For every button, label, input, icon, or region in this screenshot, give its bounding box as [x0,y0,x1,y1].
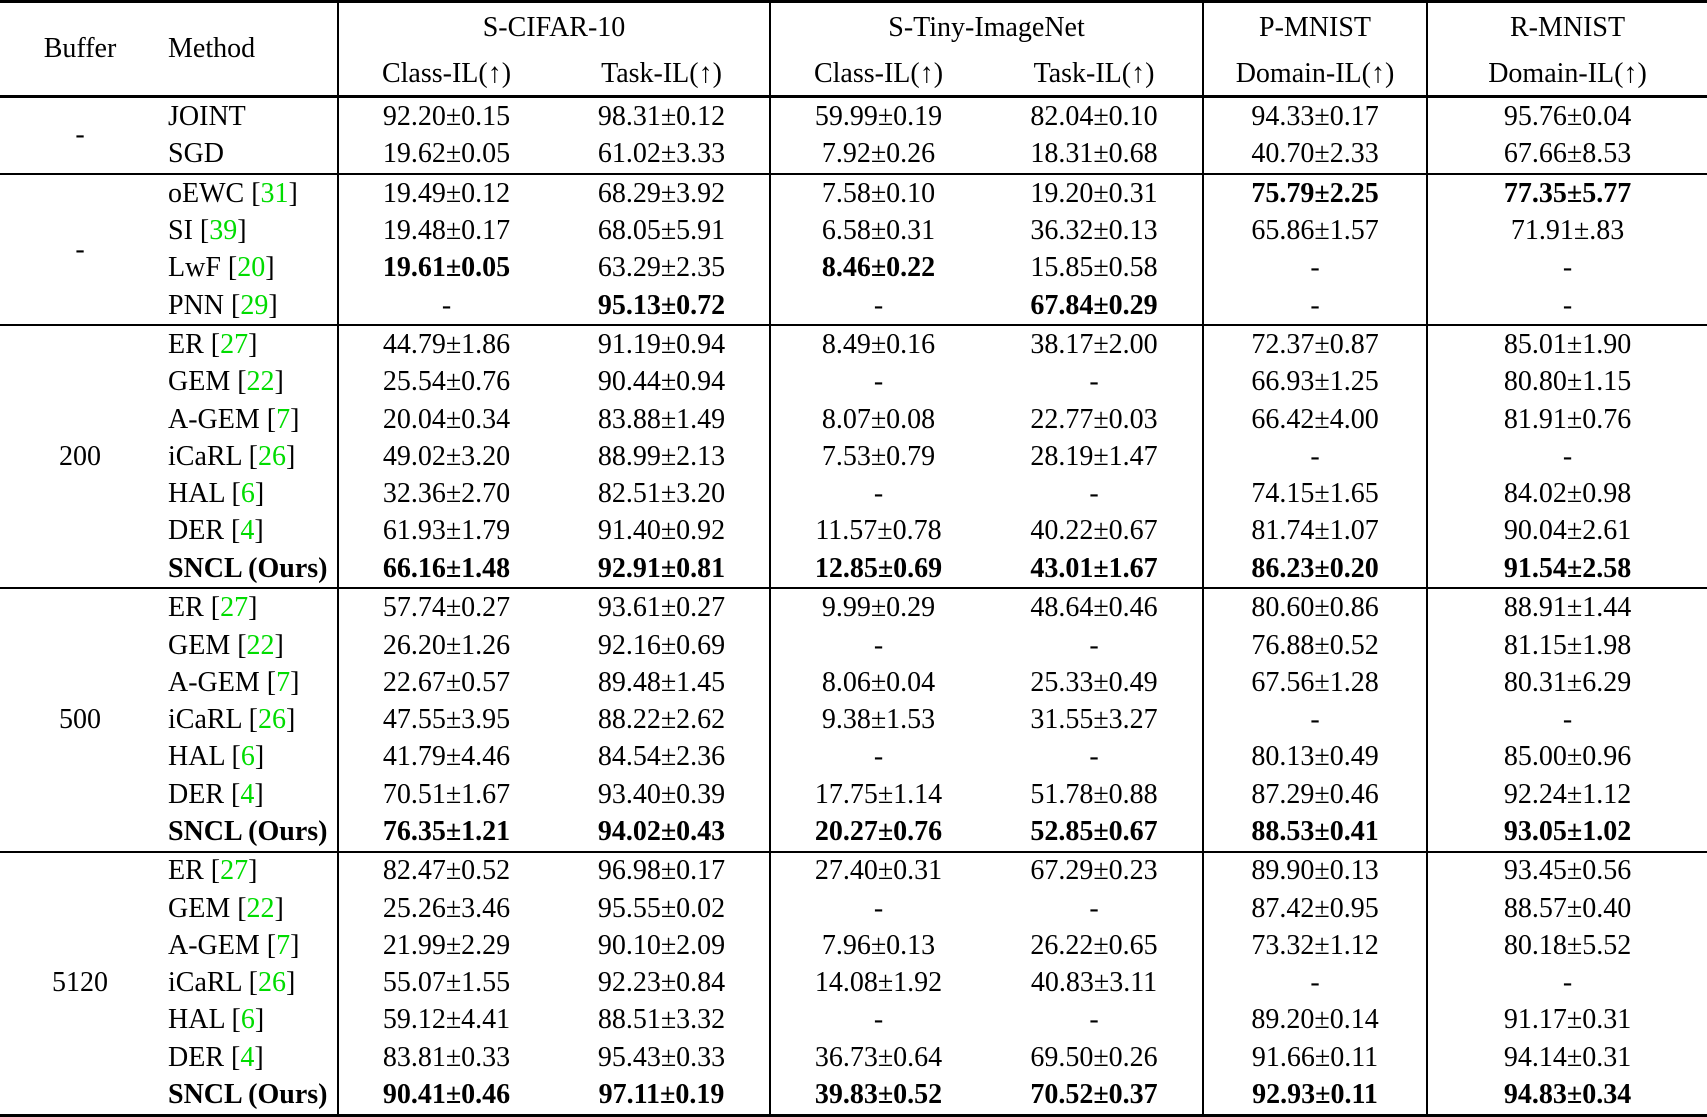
header-col-tiny-class-il: Class-IL(↑) [770,54,986,97]
value-cell: 92.20±0.15 [338,97,554,136]
value-cell: 86.23±0.20 [1203,550,1427,588]
value-cell: 98.31±0.12 [554,97,770,136]
value-cell: 80.31±6.29 [1427,664,1707,701]
table-row [0,97,1707,136]
method-cell: JOINT [160,97,338,136]
method-cell: iCaRL [26] [168,967,296,999]
value-cell: - [770,739,986,776]
value-cell: 22.77±0.03 [1030,403,1158,435]
value-cell: 18.31±0.68 [1030,138,1158,170]
value-cell: 71.91±.83 [1427,212,1707,249]
table-row [0,364,1707,401]
value-cell: 87.29±0.46 [1203,776,1427,813]
value-cell: - [770,364,986,401]
value-cell: 19.49±0.12 [338,174,554,212]
method-cell: GEM [22] [168,366,284,398]
value-cell: 81.91±0.76 [1427,401,1707,438]
value-cell: 55.07±1.55 [338,965,554,1002]
value-cell: 90.10±2.09 [597,929,726,961]
value-cell: 91.54±2.58 [1427,550,1707,588]
value-cell: 61.93±1.79 [338,513,554,550]
value-cell: 92.24±1.12 [1427,776,1707,813]
value-cell: 73.32±1.12 [1203,927,1427,964]
citation-ref: 7 [276,666,291,698]
method-cell: iCaRL [26] [168,704,296,736]
value-cell: 57.74±0.27 [338,588,554,626]
table-body [0,97,1707,1116]
value-cell: - [1203,287,1427,325]
buffer-label: - [0,97,160,174]
method-cell: ER [27] [160,325,338,363]
value-cell: 84.02±0.98 [1427,476,1707,513]
method-cell: HAL [6] [168,478,265,510]
value-cell: 85.00±0.96 [1427,739,1707,776]
method-cell: iCaRL [26] [168,440,296,472]
value-cell: 81.74±1.07 [1203,513,1427,550]
table-row [0,927,1707,964]
value-cell: 9.99±0.29 [770,588,986,626]
header-group-s-cifar-10: S-CIFAR-10 [338,2,770,54]
value-cell: 88.99±2.13 [597,440,726,472]
value-cell: 40.83±3.11 [1030,967,1158,999]
value-cell: - [1203,250,1427,287]
value-cell: 17.75±1.14 [770,776,986,813]
table-row [0,250,1707,287]
value-cell: - [1203,701,1427,738]
value-cell: 36.32±0.13 [1030,214,1158,246]
method-cell: SGD [168,138,225,170]
value-cell: 91.66±0.11 [1203,1039,1427,1076]
method-cell: SNCL (Ours) [168,1079,328,1111]
method-cell: A-GEM [7] [168,403,300,435]
value-cell: 88.91±1.44 [1427,588,1707,626]
value-cell: 80.60±0.86 [1203,588,1427,626]
value-cell: 96.98±0.17 [554,852,770,890]
table-row [0,965,1707,1002]
value-cell: - [1427,250,1707,287]
value-cell: 90.04±2.61 [1427,513,1707,550]
value-cell: 77.35±5.77 [1427,174,1707,212]
value-cell: 41.79±4.46 [338,739,554,776]
buffer-label: 500 [0,588,160,851]
value-cell: 66.42±4.00 [1203,401,1427,438]
value-cell: 93.40±0.39 [597,778,726,810]
value-cell: - [1203,438,1427,475]
value-cell: 95.43±0.33 [597,1041,726,1073]
value-cell: 68.05±5.91 [597,214,726,246]
citation-ref: 20 [237,252,266,284]
value-cell: 19.20±0.31 [986,174,1203,212]
header-row-groups [0,2,1707,54]
table-row [0,776,1707,813]
citation-ref: 27 [220,592,249,624]
header-group-s-tiny-imagenet: S-Tiny-ImageNet [770,2,1203,54]
table-row [0,852,1707,890]
value-cell: 47.55±3.95 [338,701,554,738]
value-cell: 21.99±2.29 [338,927,554,964]
value-cell: 88.53±0.41 [1203,813,1427,851]
citation-ref: 26 [257,967,286,999]
value-cell: 82.51±3.20 [597,478,726,510]
citation-ref: 22 [246,629,275,661]
value-cell: 74.15±1.65 [1203,476,1427,513]
value-cell: 25.26±3.46 [338,890,554,927]
value-cell: 32.36±2.70 [338,476,554,513]
buffer-label: - [0,174,160,325]
value-cell: 91.40±0.92 [597,515,726,547]
value-cell: 61.02±3.33 [597,138,726,170]
value-cell: - [770,1002,986,1039]
header-group-p-mnist: P-MNIST [1203,2,1427,54]
value-cell: 94.83±0.34 [1427,1076,1707,1115]
value-cell: 88.22±2.62 [597,704,726,736]
value-cell: 31.55±3.27 [1030,704,1158,736]
value-cell: 51.78±0.88 [1030,778,1158,810]
table-row [0,1002,1707,1039]
value-cell: 97.11±0.19 [598,1079,725,1111]
buffer-label: 200 [0,325,160,588]
value-cell: 93.05±1.02 [1427,813,1707,851]
value-cell: 94.14±0.31 [1427,1039,1707,1076]
value-cell: 90.44±0.94 [597,366,726,398]
value-cell: 67.66±8.53 [1427,136,1707,174]
value-cell: - [1089,366,1099,398]
table-row [0,174,1707,212]
value-cell: 39.83±0.52 [770,1076,986,1115]
value-cell: - [1089,741,1099,773]
value-cell: 25.54±0.76 [338,364,554,401]
table-row [0,476,1707,513]
citation-ref: 7 [276,929,291,961]
value-cell: 36.73±0.64 [770,1039,986,1076]
value-cell: 93.45±0.56 [1427,852,1707,890]
value-cell: 40.22±0.67 [1030,515,1158,547]
value-cell: 8.06±0.04 [770,664,986,701]
value-cell: 76.88±0.52 [1203,627,1427,664]
method-cell: DER [4] [168,1041,264,1073]
table-row [0,739,1707,776]
citation-ref: 26 [257,704,286,736]
table-row [0,588,1707,626]
value-cell: 87.42±0.95 [1203,890,1427,927]
value-cell: 38.17±2.00 [986,325,1203,363]
value-cell: 90.41±0.46 [338,1076,554,1115]
value-cell: 8.46±0.22 [770,250,986,287]
value-cell: 69.50±0.26 [1030,1041,1158,1073]
value-cell: 68.29±3.92 [554,174,770,212]
value-cell: 26.22±0.65 [1030,929,1158,961]
value-cell: - [1089,629,1099,661]
citation-ref: 6 [240,478,255,510]
value-cell: 7.92±0.26 [770,136,986,174]
value-cell: 82.04±0.10 [986,97,1203,136]
value-cell: 88.57±0.40 [1427,890,1707,927]
value-cell: 28.19±1.47 [1030,440,1158,472]
table-row [0,890,1707,927]
table-row [0,212,1707,249]
table-row [0,627,1707,664]
header-col-tiny-task-il: Task-IL(↑) [986,54,1203,97]
value-cell: 83.88±1.49 [597,403,726,435]
table-row [0,550,1707,588]
value-cell: 20.04±0.34 [338,401,554,438]
value-cell: - [770,476,986,513]
method-cell: LwF [20] [168,252,275,284]
value-cell: 67.84±0.29 [1030,289,1158,321]
citation-ref: 31 [260,177,289,209]
value-cell: 7.58±0.10 [770,174,986,212]
method-cell: SNCL (Ours) [168,815,328,847]
table-row [0,325,1707,363]
value-cell: 7.96±0.13 [770,927,986,964]
value-cell: 66.16±1.48 [338,550,554,588]
value-cell: 80.18±5.52 [1427,927,1707,964]
value-cell: 19.48±0.17 [338,212,554,249]
value-cell: 89.48±1.45 [597,666,726,698]
citation-ref: 7 [276,403,291,435]
header-col-cifar-class-il: Class-IL(↑) [338,54,554,97]
table-row [0,438,1707,475]
value-cell: 6.58±0.31 [770,212,986,249]
value-cell: 9.38±1.53 [770,701,986,738]
value-cell: 49.02±3.20 [338,438,554,475]
value-cell: 82.47±0.52 [338,852,554,890]
citation-ref: 6 [240,741,255,773]
citation-ref: 27 [220,329,249,360]
method-cell: DER [4] [168,515,264,547]
citation-ref: 22 [246,366,275,398]
citation-ref: 4 [240,1041,255,1073]
value-cell: - [1089,892,1099,924]
value-cell: 89.20±0.14 [1203,1002,1427,1039]
buffer-label: 5120 [0,852,160,1116]
value-cell: - [770,890,986,927]
value-cell: 83.81±0.33 [338,1039,554,1076]
value-cell: 88.51±3.32 [597,1004,726,1036]
citation-ref: 6 [240,1004,255,1036]
value-cell: 91.17±0.31 [1427,1002,1707,1039]
value-cell: 67.29±0.23 [986,852,1203,890]
value-cell: 59.12±4.41 [338,1002,554,1039]
value-cell: 75.79±2.25 [1203,174,1427,212]
value-cell: - [1203,965,1427,1002]
value-cell: 72.37±0.87 [1203,325,1427,363]
method-cell: GEM [22] [168,892,284,924]
citation-ref: 27 [220,855,249,887]
method-cell: SI [39] [168,214,247,246]
method-cell: HAL [6] [168,1004,265,1036]
value-cell: - [770,287,986,325]
value-cell: 76.35±1.21 [338,813,554,851]
value-cell: 92.91±0.81 [597,552,726,584]
value-cell: - [1427,287,1707,325]
method-cell: ER [27] [160,852,338,890]
header-buffer: Buffer [0,2,160,97]
value-cell: 95.76±0.04 [1427,97,1707,136]
value-cell: 26.20±1.26 [338,627,554,664]
value-cell: 48.64±0.46 [986,588,1203,626]
value-cell: 12.85±0.69 [770,550,986,588]
value-cell: 20.27±0.76 [770,813,986,851]
value-cell: - [338,287,554,325]
table-row [0,1076,1707,1115]
value-cell: 80.80±1.15 [1427,364,1707,401]
table-row [0,701,1707,738]
value-cell: 59.99±0.19 [770,97,986,136]
value-cell: 93.61±0.27 [554,588,770,626]
value-cell: 8.49±0.16 [770,325,986,363]
value-cell: 67.56±1.28 [1203,664,1427,701]
value-cell: 15.85±0.58 [1030,252,1158,284]
value-cell: - [770,627,986,664]
table-row [0,287,1707,325]
value-cell: 52.85±0.67 [1030,815,1158,847]
citation-ref: 4 [240,515,255,547]
method-cell: SNCL (Ours) [168,552,328,584]
value-cell: 14.08±1.92 [770,965,986,1002]
value-cell: 22.67±0.57 [338,664,554,701]
table-row [0,1039,1707,1076]
value-cell: 94.02±0.43 [597,815,726,847]
value-cell: 80.13±0.49 [1203,739,1427,776]
value-cell: - [1427,965,1707,1002]
value-cell: 94.33±0.17 [1203,97,1427,136]
value-cell: 92.93±0.11 [1203,1076,1427,1115]
method-cell: PNN [29] [168,289,278,321]
method-cell: GEM [22] [168,629,284,661]
value-cell: 65.86±1.57 [1203,212,1427,249]
value-cell: 7.53±0.79 [770,438,986,475]
table-row [0,513,1707,550]
value-cell: 25.33±0.49 [1030,666,1158,698]
citation-ref: 26 [257,440,286,472]
value-cell: - [1089,478,1099,510]
citation-ref: 29 [240,289,269,321]
method-cell: DER [4] [168,778,264,810]
value-cell: - [1427,701,1707,738]
header-col-pmnist-domain-il: Domain-IL(↑) [1203,54,1427,97]
value-cell: 70.52±0.37 [1030,1079,1158,1111]
value-cell: - [1427,438,1707,475]
value-cell: 92.16±0.69 [597,629,726,661]
table-header [0,2,1707,97]
method-cell: HAL [6] [168,741,265,773]
table-row [0,664,1707,701]
value-cell: 81.15±1.98 [1427,627,1707,664]
value-cell: 19.61±0.05 [338,250,554,287]
header-method: Method [160,2,338,97]
citation-ref: 22 [246,892,275,924]
value-cell: 66.93±1.25 [1203,364,1427,401]
method-cell: A-GEM [7] [168,666,300,698]
table-row [0,813,1707,851]
value-cell: 92.23±0.84 [597,967,726,999]
value-cell: 85.01±1.90 [1427,325,1707,363]
value-cell: 95.55±0.02 [597,892,726,924]
citation-ref: 39 [209,214,238,246]
value-cell: 43.01±1.67 [1030,552,1158,584]
header-group-r-mnist: R-MNIST [1427,2,1707,54]
table-row [0,401,1707,438]
value-cell: 95.13±0.72 [597,289,726,321]
value-cell: 44.79±1.86 [338,325,554,363]
citation-ref: 4 [240,778,255,810]
value-cell: 89.90±0.13 [1203,852,1427,890]
method-cell: A-GEM [7] [168,929,300,961]
value-cell: 19.62±0.05 [338,136,554,174]
value-cell: 27.40±0.31 [770,852,986,890]
header-col-rmnist-domain-il: Domain-IL(↑) [1427,54,1707,97]
value-cell: - [1089,1004,1099,1036]
value-cell: 91.19±0.94 [554,325,770,363]
value-cell: 11.57±0.78 [770,513,986,550]
value-cell: 84.54±2.36 [597,741,726,773]
value-cell: 63.29±2.35 [597,252,726,284]
value-cell: 70.51±1.67 [338,776,554,813]
value-cell: 40.70±2.33 [1203,136,1427,174]
method-cell: ER [27] [160,588,338,626]
table-row [0,136,1707,174]
value-cell: 8.07±0.08 [770,401,986,438]
header-col-cifar-task-il: Task-IL(↑) [554,54,770,97]
method-cell: oEWC [31] [160,174,338,212]
